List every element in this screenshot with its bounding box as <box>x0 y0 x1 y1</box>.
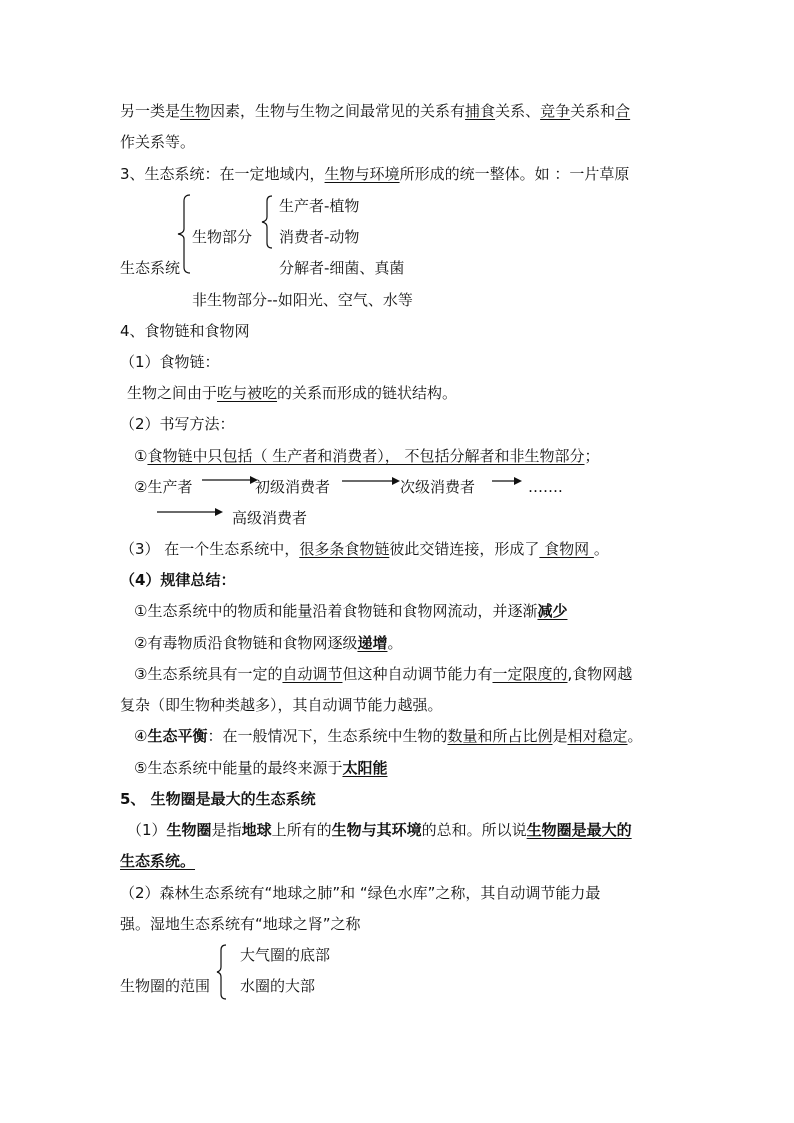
arrow-icon <box>490 476 524 486</box>
decomposer-item: 分解者-细菌、真菌 <box>279 259 405 277</box>
arrow-icon <box>340 476 402 486</box>
rule-k5: ⑤生态系统中能量的最终来源于太阳能 <box>134 759 388 777</box>
food-web-definition: （3） 在一个生态系统中，很多条食物链彼此交错连接，形成了 食物网 。 <box>120 540 609 558</box>
forest-wetland-text: （2）森林生态系统有“地球之肺”和 “绿色水库”之称，其自动调节能力最 <box>120 884 601 902</box>
food-chain-heading: （1）食物链： <box>120 353 220 371</box>
consumer-item: 消费者-动物 <box>279 228 360 246</box>
food-chain-definition: 生物之间由于吃与被吃的关系而形成的链状结构。 <box>127 384 458 402</box>
chain-primary: 初级消费者 <box>255 478 331 496</box>
text-line-1: 另一类是生物因素，生物与生物之间最常见的关系有捕食关系、竞争关系和合 <box>120 102 631 120</box>
range-item-1: 大气圈的底部 <box>240 946 331 964</box>
producer-item: 生产者-植物 <box>279 197 360 215</box>
ecosystem-label: 生态系统 <box>120 259 181 277</box>
biosphere-definition: （1）生物圈是指地球上所有的生物与其环境的总和。所以说生物圈是最大的 <box>127 821 632 839</box>
text-line-2: 作关系等。 <box>120 133 196 151</box>
chain-top: 高级消费者 <box>232 509 308 527</box>
rule-k2: ②有毒物质沿食物链和食物网逐级递增。 <box>134 634 403 652</box>
biosphere-definition-cont: 生态系统。 <box>120 852 196 870</box>
forest-wetland-text-cont: 强。湿地生态系统有“地球之肾”之称 <box>120 915 361 933</box>
inner-brace-icon <box>260 194 276 250</box>
eco-definition: 3、生态系统：在一定地域内，生物与环境所形成的统一整体。如 ：一片草原 <box>120 165 630 183</box>
range-brace-icon <box>215 943 229 1001</box>
range-item-2: 水圈的大部 <box>240 977 316 995</box>
rule-k3-cont: 复杂（即生物种类越多），其自动调节能力越强。 <box>120 696 443 714</box>
writing-method-heading: （2）书写方法： <box>120 415 235 433</box>
rule-k3: ③生态系统具有一定的自动调节但这种自动调节能力有一定限度的,食物网越 <box>134 665 633 683</box>
biosphere-range-label: 生物圈的范围 <box>120 977 211 995</box>
rule-1: ①食物链中只包括（ 生产者和消费者）， 不包括分解者和非生物部分； <box>134 447 600 465</box>
rule-k1: ①生态系统中的物质和能量沿着食物链和食物网流动，并逐渐减少 <box>134 602 568 620</box>
chain-ellipsis: ……. <box>528 478 563 496</box>
chain-secondary: 次级消费者 <box>400 478 476 496</box>
chain-producer: ②生产者 <box>134 478 193 496</box>
arrow-icon <box>200 475 260 485</box>
rules-heading: （4）规律总结： <box>120 571 236 589</box>
arrow-icon <box>155 507 225 517</box>
nonbio-part: 非生物部分--如阳光、空气、水等 <box>192 291 413 309</box>
section-4-title: 4、食物链和食物网 <box>120 322 250 340</box>
rule-k4: ④生态平衡：在一般情况下，生态系统中生物的数量和所占比例是相对稳定。 <box>134 727 643 745</box>
section-5-title: 5、 生物圈是最大的生态系统 <box>120 790 316 808</box>
bio-part-label: 生物部分 <box>192 228 253 246</box>
